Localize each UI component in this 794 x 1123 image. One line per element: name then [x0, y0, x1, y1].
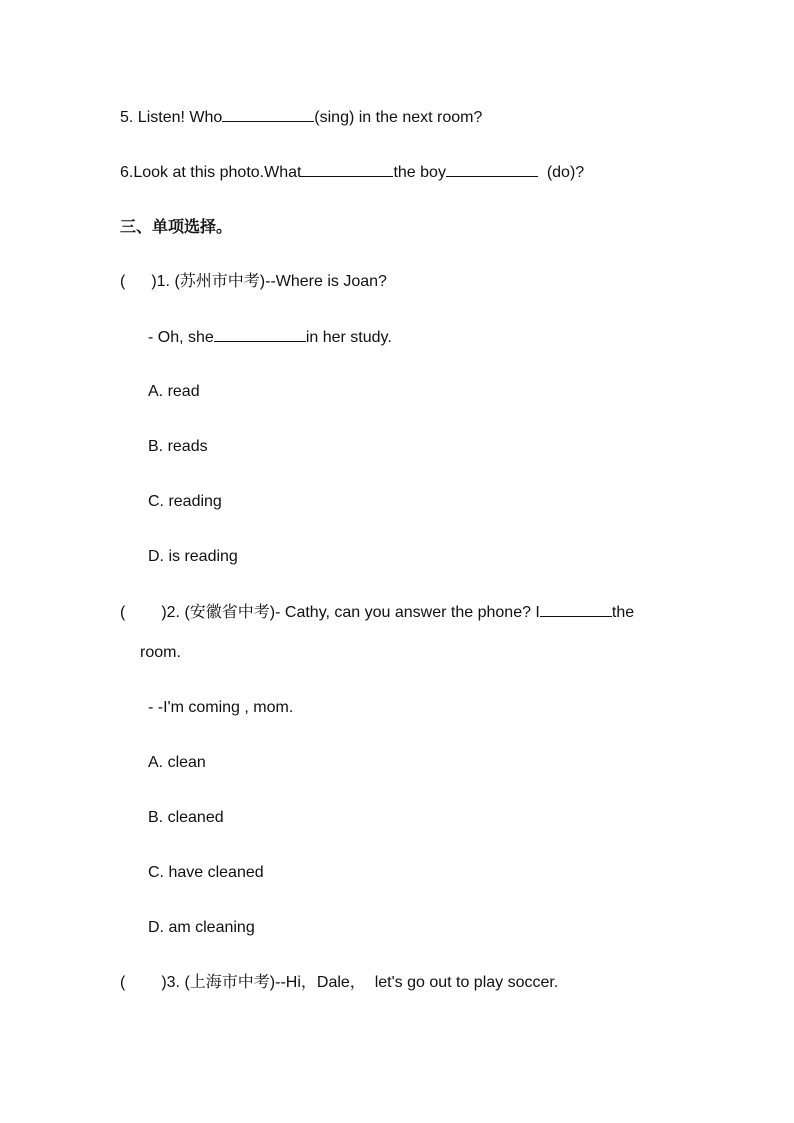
question-prompt: --Where is Joan? [265, 273, 387, 290]
answer-blank[interactable] [222, 107, 314, 122]
option-c[interactable]: C. reading [148, 493, 222, 510]
reply-before: - Oh, she [148, 329, 214, 346]
answer-blank[interactable] [214, 327, 306, 342]
question-source: (安徽省中考) [184, 604, 276, 621]
answer-blank[interactable] [540, 602, 612, 617]
question-source: (苏州市中考) [174, 273, 266, 290]
question-number: )2. [161, 604, 180, 621]
item-number: 5. [120, 109, 134, 126]
reply-after: in her study. [305, 329, 392, 346]
question-3-stem [120, 973, 558, 993]
option-d[interactable]: D. is reading [148, 548, 238, 565]
question-number: )1. [151, 273, 170, 290]
fill-in-item-5 [120, 107, 482, 128]
item-number: 6. [120, 164, 134, 181]
item-text-middle: the boy [393, 164, 446, 181]
option-a[interactable]: A. read [148, 383, 200, 400]
question-2-stem [120, 602, 634, 623]
question-prompt-after: the [611, 604, 635, 621]
item-text-before: Look at this photo.What [133, 164, 302, 181]
answer-blank[interactable] [446, 162, 538, 177]
question-number: )3. [161, 974, 180, 991]
question-prompt: - Cathy, can you answer the phone? I [275, 604, 540, 621]
option-b[interactable]: B. reads [148, 438, 208, 455]
answer-paren-open: ( [120, 974, 126, 991]
answer-paren-open: ( [120, 273, 126, 290]
question-2-wrap: room. [140, 644, 181, 661]
item-text-before: Listen! Who [137, 109, 223, 126]
question-source: (上海市中考) [184, 974, 276, 991]
answer-paren-open: ( [120, 604, 126, 621]
question-1-stem [120, 272, 387, 292]
fill-in-item-6 [120, 162, 584, 183]
option-c[interactable]: C. have cleaned [148, 864, 264, 881]
item-text-after: (do)? [546, 164, 585, 181]
option-a[interactable]: A. clean [148, 754, 206, 771]
question-prompt: --Hi，Dale， let's go out to play soccer. [275, 974, 559, 991]
question-2-reply: - -I'm coming , mom. [148, 699, 294, 716]
option-d[interactable]: D. am cleaning [148, 919, 255, 936]
section-heading: 三、单项选择。 [120, 217, 233, 236]
question-1-reply [148, 327, 392, 348]
item-text-after: (sing) in the next room? [314, 109, 483, 126]
answer-blank[interactable] [301, 162, 393, 177]
option-b[interactable]: B. cleaned [148, 809, 224, 826]
